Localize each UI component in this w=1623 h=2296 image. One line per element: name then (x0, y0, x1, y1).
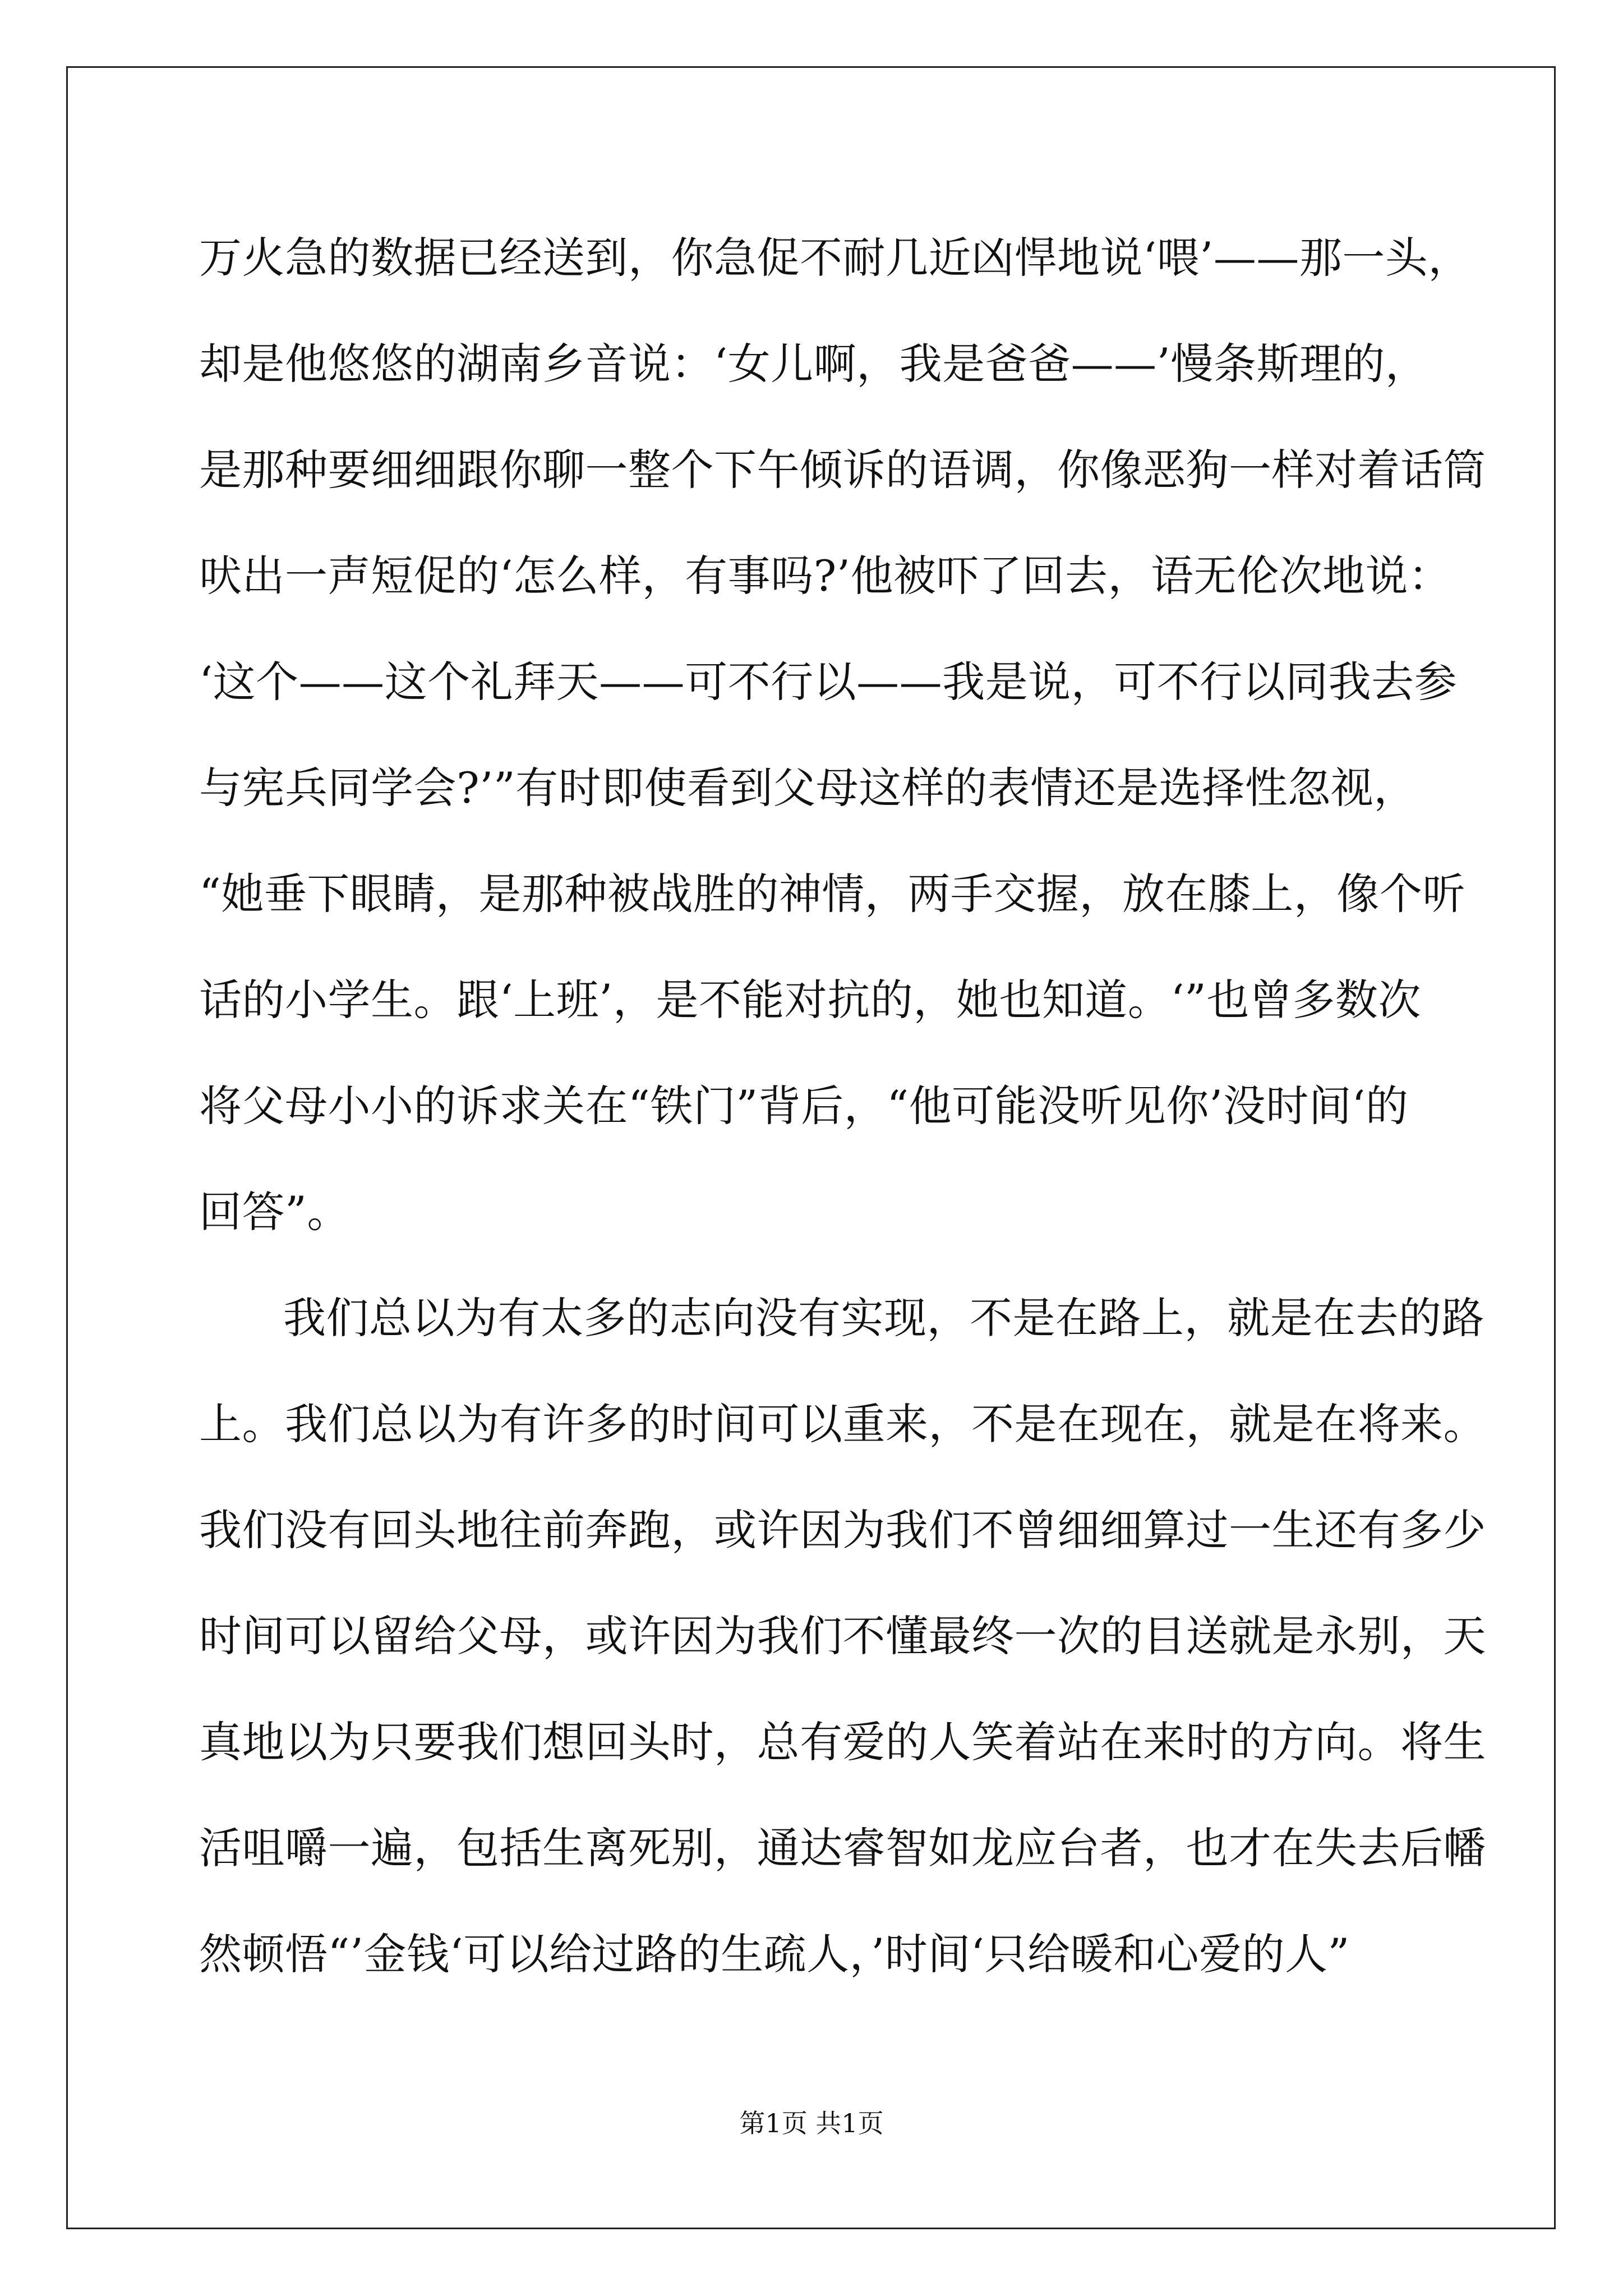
paragraph-1 (199, 205, 1486, 1265)
text-line: 将父母小小的诉求关在“铁门”背后，“他可能没听见你’没时间‘的 (199, 1081, 1409, 1131)
text-line: 与宪兵同学会?’”有时即使看到父母这样的表情还是选择性忽视， (199, 763, 1417, 813)
document-body (199, 205, 1486, 2007)
text-line: 真地以为只要我们想回头时，总有爱的人笑着站在来时的方向。将生 (199, 1717, 1486, 1767)
text-line: “她垂下眼睛，是那种被战胜的神情，两手交握，放在膝上，像个听 (199, 869, 1465, 919)
page-number-footer: 第1页 共1页 (739, 2108, 884, 2138)
paragraph-2 (199, 1265, 1486, 2007)
text-line: 吠出一声短促的‘怎么样，有事吗?’他被吓了回去，语无伦次地说： (199, 551, 1451, 601)
text-line: 时间可以留给父母，或许因为我们不懂最终一次的目送就是永别，天 (199, 1611, 1486, 1661)
text-line: 却是他悠悠的湖南乡音说：‘女儿啊，我是爸爸——’慢条斯理的， (199, 339, 1428, 389)
text-line: 活咀嚼一遍，包括生离死别，通达睿智如龙应台者，也才在失去后幡 (199, 1823, 1486, 1873)
text-line: 回答”。 (199, 1187, 350, 1237)
text-line: 我们没有回头地往前奔跑，或许因为我们不曾细细算过一生还有多少 (199, 1505, 1486, 1555)
text-line: 我们总以为有太多的志向没有实现，不是在路上，就是在去的路 (283, 1293, 1484, 1343)
text-line: 然顿悟“’金钱‘可以给过路的生疏人，’时间‘只给暖和心爱的人” (199, 1929, 1350, 1979)
text-line: 话的小学生。跟‘上班’，是不能对抗的，她也知道。‘”也曾多数次 (199, 975, 1421, 1025)
text-line: 上。我们总以为有许多的时间可以重来，不是在现在，就是在将来。 (199, 1399, 1486, 1449)
text-line: 万火急的数据已经送到，你急促不耐几近凶悍地说‘喂’——那一头， (199, 233, 1471, 283)
text-line: ‘这个——这个礼拜天——可不行以——我是说，可不行以同我去参 (199, 657, 1458, 707)
text-line: 是那种要细细跟你聊一整个下午倾诉的语调，你像恶狗一样对着话筒 (199, 445, 1486, 495)
